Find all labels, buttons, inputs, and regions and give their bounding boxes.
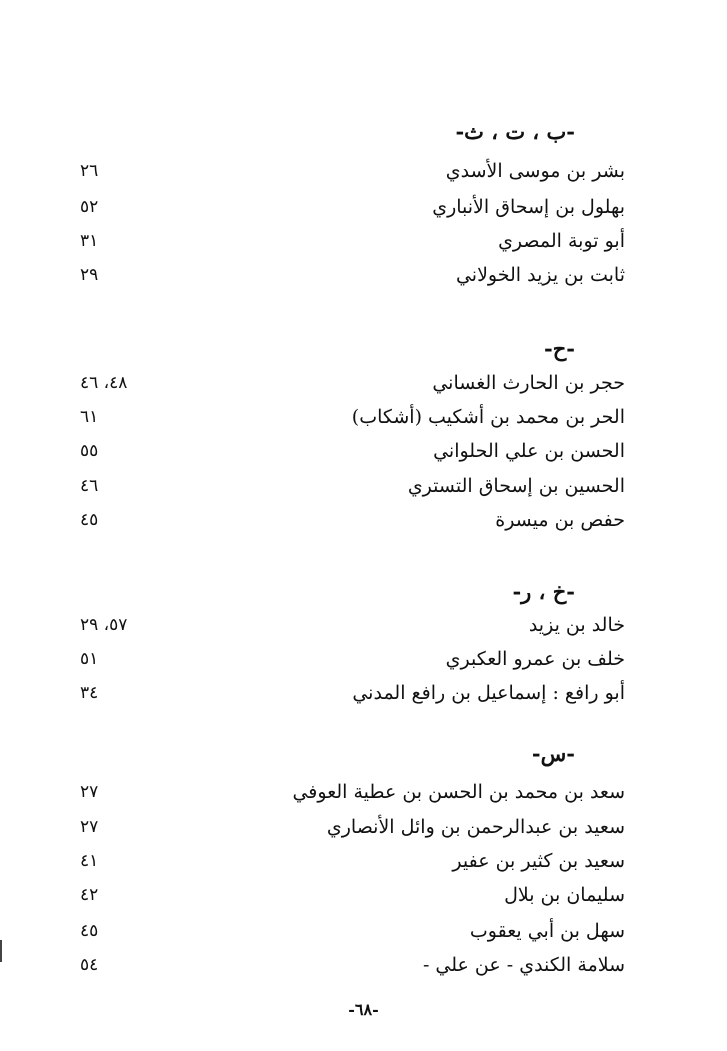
entry-pages: ٥٢ [80, 197, 99, 217]
entry-name: سليمان بن بلال [504, 884, 625, 906]
entry-name: الحر بن محمد بن أشكيب (أشكاب) [351, 406, 625, 428]
entry-name: الحسين بن إسحاق التستري [407, 475, 625, 497]
index-entry [80, 777, 625, 807]
index-entry [80, 610, 625, 640]
entry-pages: ٢٩ [80, 265, 99, 285]
entry-pages: ٣٤ [80, 683, 99, 703]
index-entry [80, 950, 625, 980]
entry-pages: ٤٥ [80, 921, 99, 941]
entry-name: الحسن بن علي الحلواني [433, 440, 625, 462]
section-heading: -ب ، ت ، ث- [455, 119, 575, 144]
entry-name: سلامة الكندي - عن علي - [422, 954, 625, 976]
entry-name: سعد بن محمد بن الحسن بن عطية العوفي [292, 781, 625, 803]
section-heading: -ح- [544, 336, 575, 361]
entry-pages: ٤٦ [80, 476, 99, 496]
index-entry [80, 471, 625, 501]
entry-pages: ٥١ [80, 649, 99, 669]
entry-name: أبو توبة المصري [498, 230, 625, 252]
section-heading: -س- [531, 741, 575, 766]
entry-name: حفص بن ميسرة [495, 509, 625, 531]
entry-pages: ٦١ [80, 407, 99, 427]
page-number: -٦٨- [348, 1000, 379, 1019]
index-entry [80, 644, 625, 674]
entry-name: ثابت بن يزيد الخولاني [455, 264, 625, 286]
index-entry [80, 226, 625, 256]
index-entry [80, 436, 625, 466]
index-entry [80, 880, 625, 910]
entry-name: خالد بن يزيد [528, 614, 625, 636]
entry-pages: ٥٥ [80, 441, 99, 461]
index-entry [80, 846, 625, 876]
entry-name: سعيد بن عبدالرحمن بن وائل الأنصاري [326, 816, 625, 838]
index-entry [80, 812, 625, 842]
entry-pages: ٥٧، ٢٩ [80, 615, 128, 635]
section-heading: -خ ، ر- [512, 579, 575, 604]
index-entry [80, 156, 625, 186]
entry-pages: ٢٧ [80, 782, 99, 802]
index-entry [80, 368, 625, 398]
entry-pages: ٤١ [80, 851, 99, 871]
entry-name: بهلول بن إسحاق الأنباري [432, 196, 625, 218]
index-entry [80, 260, 625, 290]
entry-pages: ٤٨، ٤٦ [80, 373, 128, 393]
entry-name: سهل بن أبي يعقوب [469, 920, 625, 942]
entry-pages: ٢٦ [80, 161, 99, 181]
entry-pages: ٤٥ [80, 510, 99, 530]
entry-pages: ٤٢ [80, 885, 99, 905]
entry-pages: ٣١ [80, 231, 99, 251]
index-entry [80, 402, 625, 432]
entry-name: أبو رافع : إسماعيل بن رافع المدني [352, 682, 625, 704]
index-entry [80, 192, 625, 222]
index-entry [80, 916, 625, 946]
index-entry [80, 505, 625, 535]
scan-edge-mark [0, 940, 2, 962]
entry-name: خلف بن عمرو العكبري [445, 648, 625, 670]
entry-pages: ٢٧ [80, 817, 99, 837]
entry-name: حجر بن الحارث الغساني [432, 372, 625, 394]
entry-name: سعيد بن كثير بن عفير [452, 850, 625, 872]
entry-name: بشر بن موسى الأسدي [445, 160, 625, 182]
entry-pages: ٥٤ [80, 955, 99, 975]
index-entry [80, 678, 625, 708]
